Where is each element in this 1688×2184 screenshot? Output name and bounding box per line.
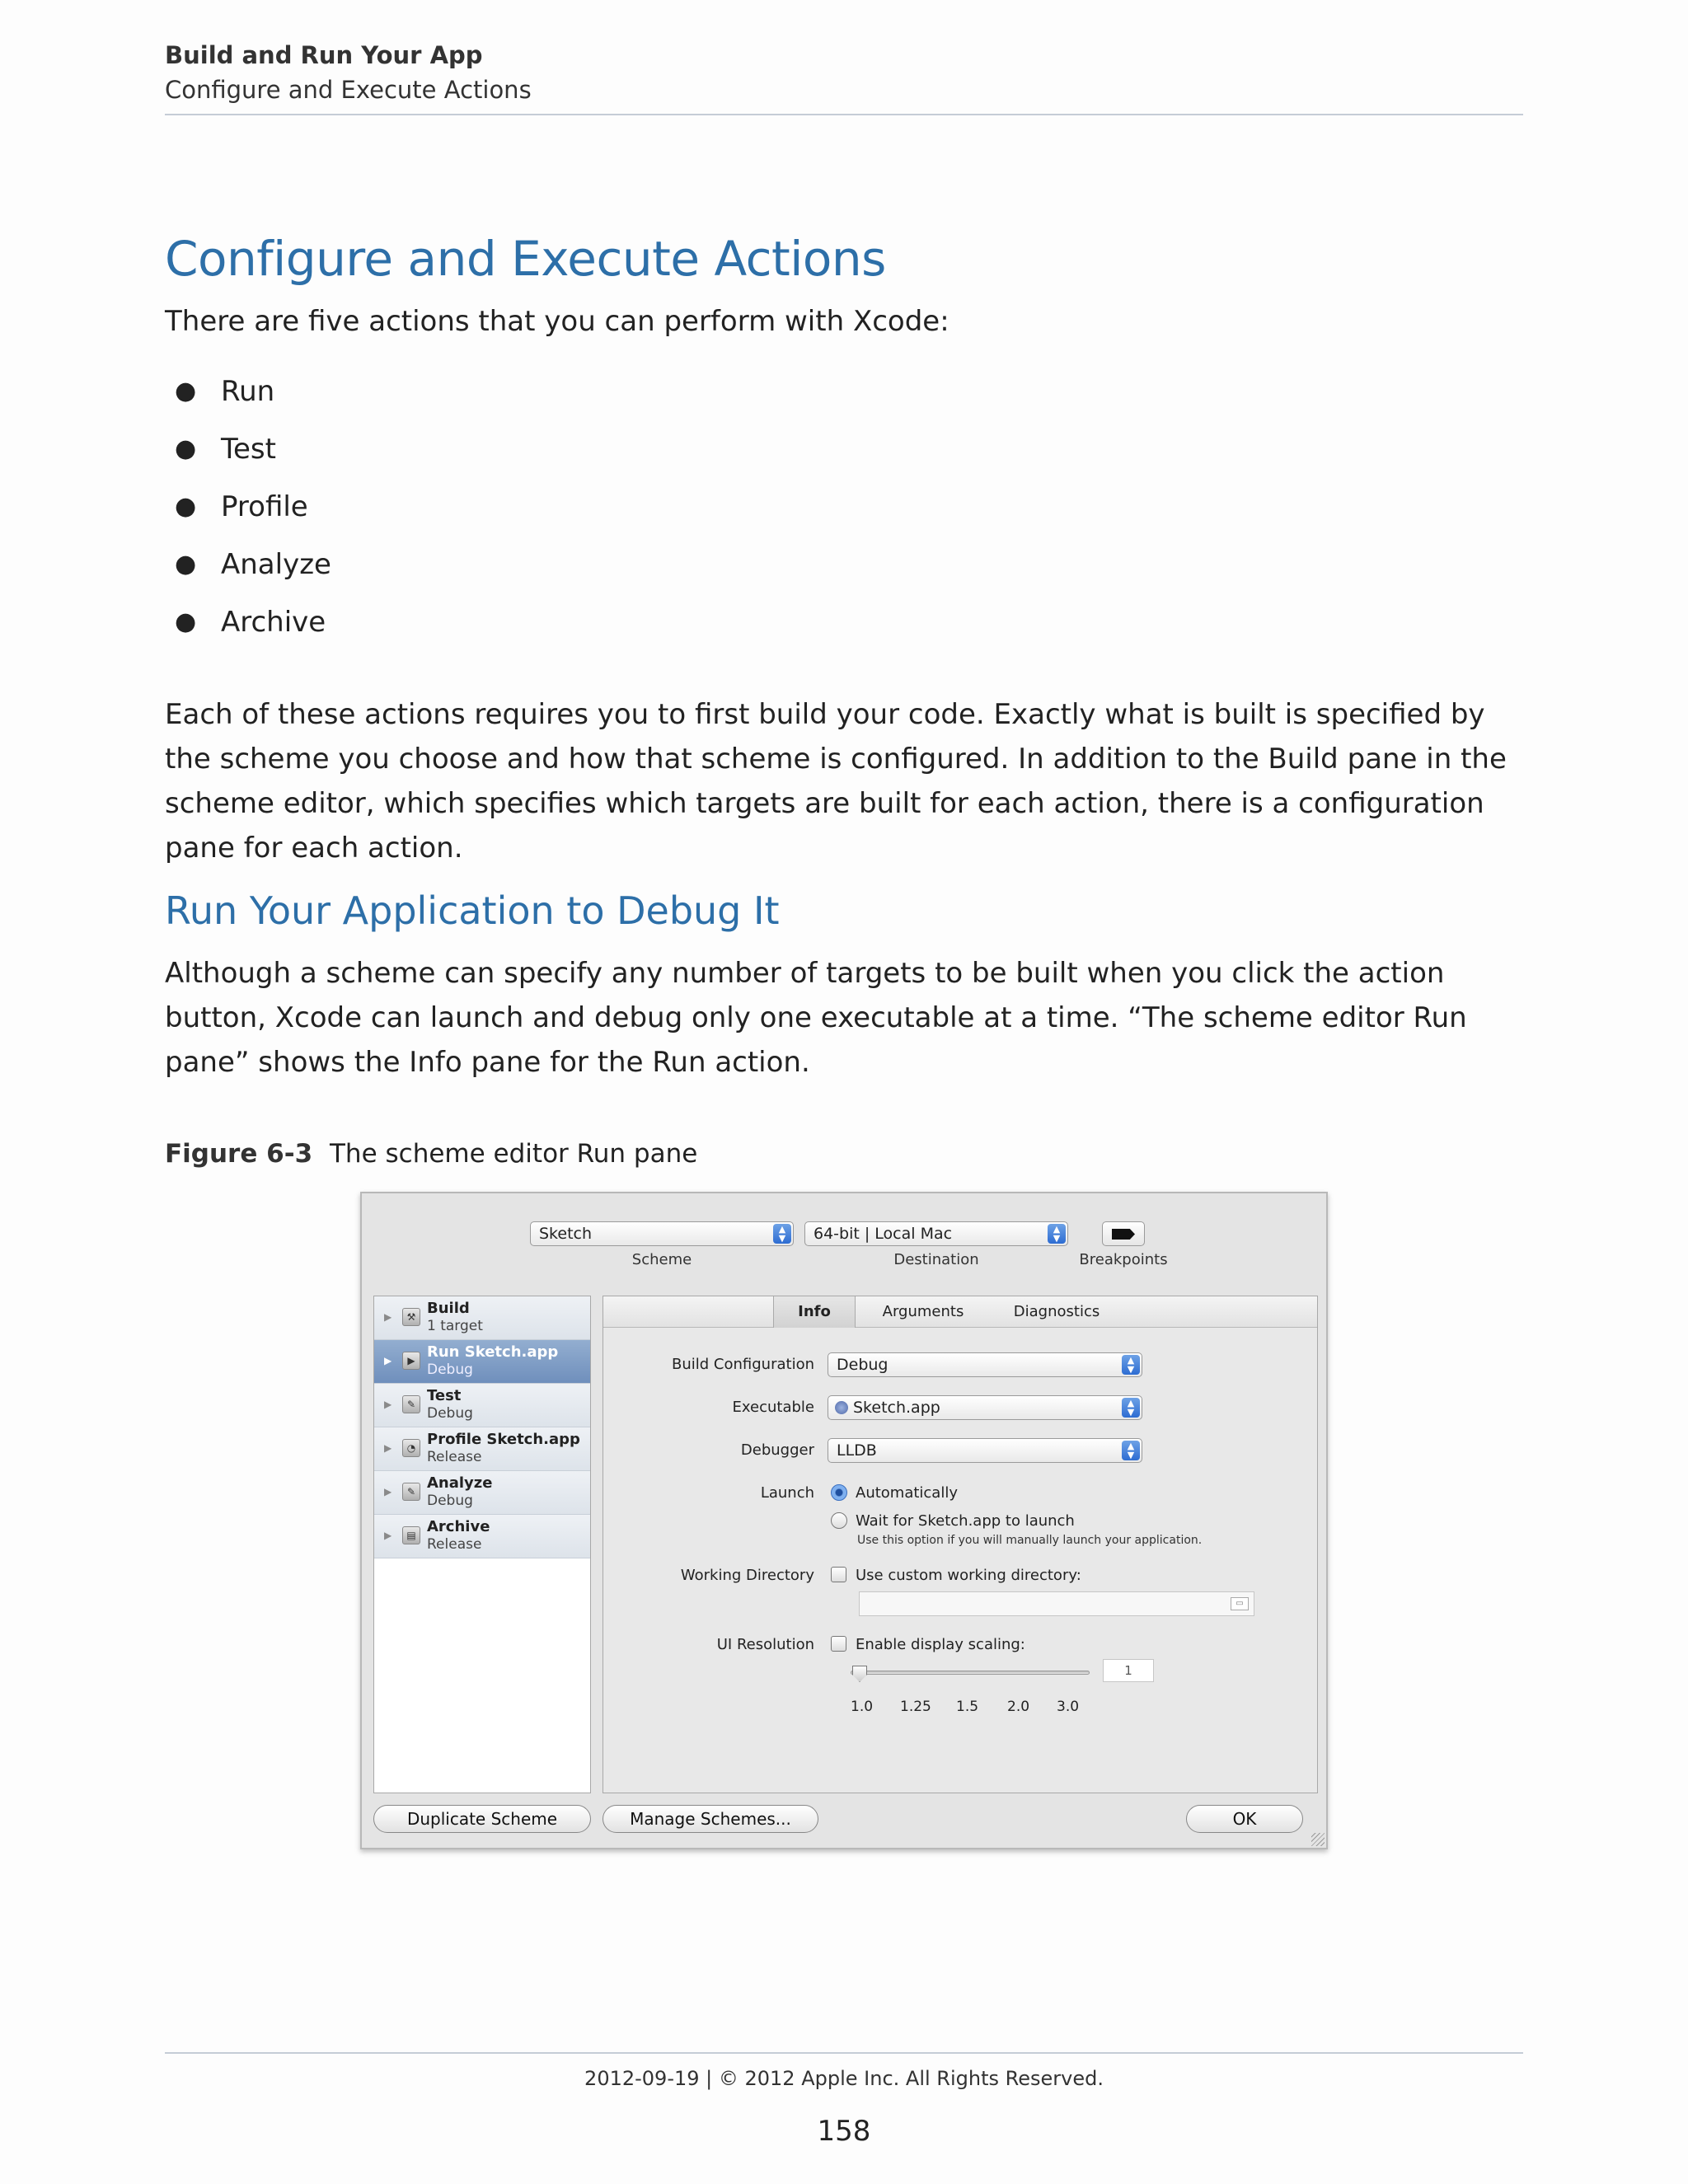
profile-gauge-icon: ◔ (402, 1439, 420, 1457)
popup-arrows-icon: ▲ ▼ (1122, 1441, 1140, 1460)
scaling-slider-knob[interactable] (852, 1666, 867, 1682)
scale-tick: 2.0 (1007, 1699, 1030, 1715)
manage-schemes-button[interactable]: Manage Schemes... (603, 1805, 818, 1833)
ui-resolution-label: UI Resolution (716, 1636, 814, 1653)
breakpoints-button[interactable] (1102, 1221, 1145, 1246)
list-item: ● Run (165, 363, 331, 420)
tab-info[interactable]: Info (773, 1296, 856, 1328)
disclosure-triangle-icon[interactable]: ▶ (384, 1311, 392, 1323)
display-scaling-label: Enable display scaling: (856, 1636, 1025, 1653)
breakpoint-icon (1112, 1229, 1135, 1240)
popup-arrows-icon: ▲ ▼ (1122, 1398, 1140, 1418)
app-icon (835, 1401, 848, 1414)
launch-wait-label: Wait for Sketch.app to launch (856, 1512, 1075, 1530)
sidebar-item-analyze[interactable]: ▶ ✎ Analyze Debug (374, 1471, 590, 1515)
scale-tick: 3.0 (1057, 1699, 1080, 1715)
sidebar-item-archive[interactable]: ▶ ▤ Archive Release (374, 1515, 590, 1558)
header-divider (165, 114, 1523, 115)
disclosure-triangle-icon[interactable]: ▶ (384, 1355, 392, 1366)
working-directory-label: Working Directory (680, 1567, 814, 1584)
duplicate-scheme-button[interactable]: Duplicate Scheme (373, 1805, 591, 1833)
figure-title: The scheme editor Run pane (330, 1139, 698, 1169)
breakpoints-label: Breakpoints (1079, 1251, 1168, 1268)
run-play-icon: ▶ (402, 1352, 420, 1370)
figure-label: Figure 6-3 (165, 1139, 313, 1169)
running-header (165, 38, 1523, 107)
debugger-label: Debugger (740, 1441, 814, 1459)
popup-arrows-icon: ▲ ▼ (1122, 1355, 1140, 1375)
popup-arrows-icon: ▲ ▼ (773, 1224, 791, 1244)
actions-list (165, 363, 331, 651)
debugger-popup[interactable]: LLDB ▲ ▼ (828, 1438, 1142, 1463)
bullet-icon: ● (175, 434, 197, 463)
section-title: Configure and Execute Actions (165, 76, 532, 104)
executable-label: Executable (732, 1399, 814, 1416)
sidebar-item-build[interactable]: ▶ ⚒ Build 1 target (374, 1296, 590, 1340)
executable-popup[interactable]: Sketch.app ▲ ▼ (828, 1395, 1142, 1420)
figure-caption (165, 1139, 697, 1169)
scaling-slider-track[interactable] (851, 1671, 1090, 1675)
resize-grip-icon[interactable] (1311, 1833, 1325, 1846)
bullet-icon: ● (175, 492, 197, 521)
tab-diagnostics[interactable]: Diagnostics (1013, 1303, 1100, 1320)
working-directory-field[interactable] (859, 1591, 1254, 1616)
popup-arrows-icon: ▲ ▼ (1048, 1224, 1066, 1244)
destination-popup[interactable]: 64-bit | Local Mac ▲ ▼ (804, 1221, 1068, 1246)
scheme-popup[interactable]: Sketch ▲ ▼ (530, 1221, 794, 1246)
launch-automatically-radio[interactable] (831, 1484, 847, 1501)
custom-working-directory-label: Use custom working directory: (856, 1567, 1081, 1584)
subsection-heading: Run Your Application to Debug It (165, 888, 780, 933)
scale-tick: 1.25 (900, 1699, 931, 1715)
sidebar-item-test[interactable]: ▶ ✎ Test Debug (374, 1384, 590, 1427)
build-configuration-popup[interactable]: Debug ▲ ▼ (828, 1352, 1142, 1377)
test-wrench-icon: ✎ (402, 1395, 420, 1413)
analyze-icon: ✎ (402, 1483, 420, 1501)
disclosure-triangle-icon[interactable]: ▶ (384, 1530, 392, 1541)
disclosure-triangle-icon[interactable]: ▶ (384, 1399, 392, 1410)
page-heading: Configure and Execute Actions (165, 231, 886, 287)
display-scaling-checkbox[interactable] (831, 1636, 846, 1652)
launch-wait-radio[interactable] (831, 1512, 847, 1529)
intro-text: There are five actions that you can perform with Xcode: (165, 305, 950, 338)
bullet-icon: ● (175, 550, 197, 579)
scale-tick: 1.5 (956, 1699, 979, 1715)
destination-label: Destination (893, 1251, 979, 1268)
archive-box-icon: ▤ (402, 1526, 420, 1544)
paragraph-actions: Each of these actions requires you to first build your code. Exactly what is built is specified by the scheme you choose and how that scheme is configured. In addition to the Build pane in the scheme editor, which specifies which targets are built for each action, there is a configuration pane for each action. (165, 698, 1507, 865)
disclosure-triangle-icon[interactable]: ▶ (384, 1486, 392, 1497)
scheme-label: Scheme (631, 1251, 692, 1268)
page-number: 158 (817, 2115, 871, 2148)
ok-button[interactable]: OK (1186, 1805, 1303, 1833)
tab-arguments[interactable]: Arguments (882, 1303, 964, 1320)
build-hammer-icon: ⚒ (402, 1308, 420, 1326)
scheme-editor-dialog (360, 1192, 1328, 1849)
bullet-icon: ● (175, 607, 197, 636)
list-item: ● Analyze (165, 536, 331, 593)
custom-working-directory-checkbox[interactable] (831, 1567, 846, 1582)
folder-icon[interactable]: ▭ (1231, 1597, 1249, 1610)
action-sidebar (373, 1296, 591, 1793)
launch-hint: Use this option if you will manually launch your application. (857, 1534, 1203, 1547)
paragraph-run: Although a scheme can specify any number of targets to be built when you click the action button, Xcode can launch and debug only one executable at a time. “The scheme editor Run pane” shows the Info pane for the Run action. (165, 957, 1467, 1079)
footer-copyright: 2012-09-19 | © 2012 Apple Inc. All Rights Reserved. (584, 2067, 1104, 2090)
scale-value-field[interactable]: 1 (1103, 1659, 1154, 1682)
footer-divider (165, 2052, 1523, 2054)
list-item: ● Test (165, 420, 331, 478)
disclosure-triangle-icon[interactable]: ▶ (384, 1442, 392, 1454)
build-configuration-label: Build Configuration (672, 1356, 814, 1373)
launch-label: Launch (760, 1484, 814, 1502)
launch-automatically-label: Automatically (856, 1484, 958, 1502)
pane-tab-bar (603, 1296, 1317, 1328)
chapter-title: Build and Run Your App (165, 41, 483, 69)
scale-tick: 1.0 (851, 1699, 874, 1715)
sidebar-item-profile[interactable]: ▶ ◔ Profile Sketch.app Release (374, 1427, 590, 1471)
run-info-pane (603, 1296, 1318, 1793)
sidebar-item-run[interactable]: ▶ ▶ Run Sketch.app Debug (374, 1340, 590, 1384)
bullet-icon: ● (175, 377, 197, 405)
list-item: ● Profile (165, 478, 331, 536)
list-item: ● Archive (165, 593, 331, 651)
